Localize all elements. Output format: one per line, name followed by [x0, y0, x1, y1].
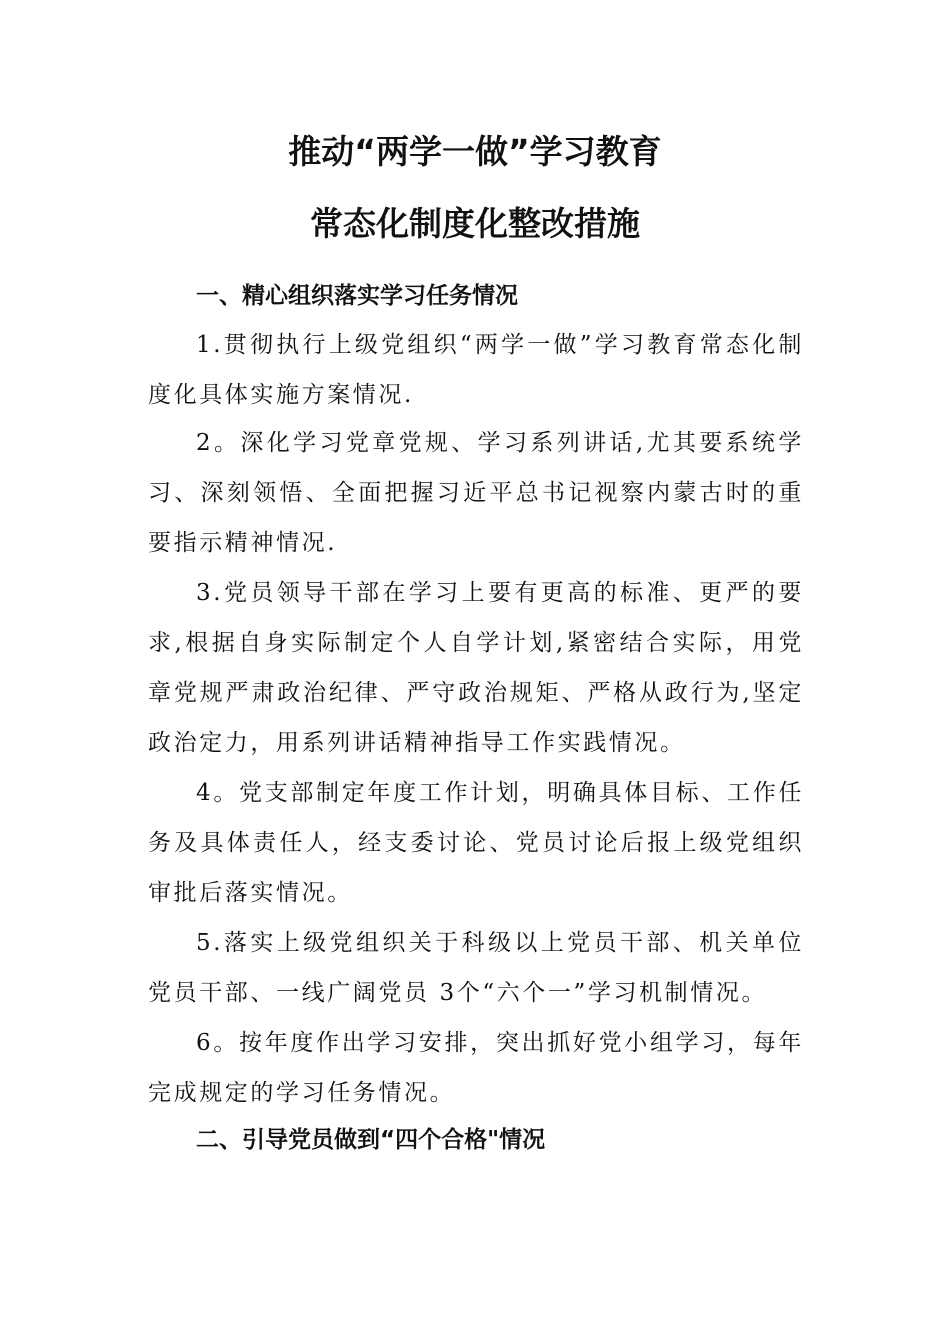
- document-title-line-2: 常态化制度化整改措施: [310, 204, 640, 243]
- list-item-6: 6。按年度作出学习安排，突出抓好党小组学习，每年完成规定的学习任务情况。: [148, 1030, 804, 1106]
- section-heading-2: 二、引导党员做到“四个合格"情况: [196, 1127, 546, 1153]
- list-item-5: 5.落实上级党组织关于科级以上党员干部、机关单位党员干部、一线广阔党员 3个“六个一”学习机制情况。: [148, 930, 804, 1006]
- document-title-line-1: 推动“两学一做”学习教育: [288, 132, 662, 171]
- section-heading-1: 一、精心组织落实学习任务情况: [196, 283, 518, 309]
- list-item-2: 2。深化学习党章党规、学习系列讲话,尤其要系统学习、深刻领悟、全面把握习近平总书记视察内蒙古时的重要指示精神情况.: [148, 430, 804, 556]
- list-item-1: 1.贯彻执行上级党组织“两学一做”学习教育常态化制度化具体实施方案情况.: [148, 332, 804, 408]
- list-item-4: 4。党支部制定年度工作计划，明确具体目标、工作任务及具体责任人，经支委讨论、党员讨论后报上级党组织审批后落实情况。: [148, 780, 804, 906]
- list-item-3: 3.党员领导干部在学习上要有更高的标准、更严的要求,根据自身实际制定个人自学计划,紧密结合实际，用党章党规严肃政治纪律、严守政治规矩、严格从政行为,坚定政治定力，用系列讲话精神指导工作实践情况。: [148, 580, 804, 756]
